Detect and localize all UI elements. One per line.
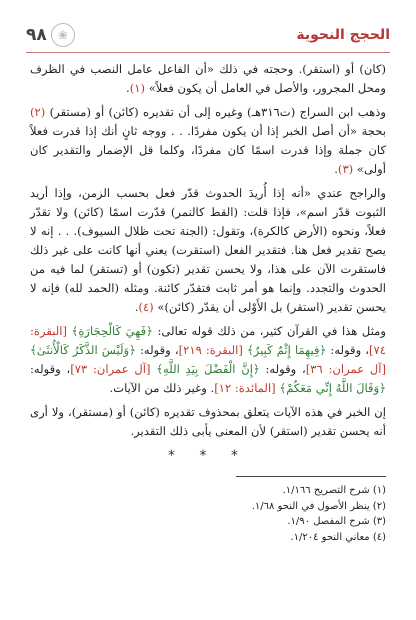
text-segment: والراجح عندي «أنه إذا أُريدَ الحدوث قدّر فعل بحسب الزمن، وإذا أريد الثبوت قدّر اسم»، فإذا قلت: (القط كالنمر) قدّرت اسمًا (كائن) ولا تقدّر فعلاً، ونحوه (الأرض كالكرة)، وتقول: (الجنة تحت ظلال السيوف). . . إنه لا يصح تقدير فعل هنا. فتقدير الفعل (استقرت) يعني أنها كانت على غير ذلك فاستقرت الآن على هذا، ولا يحسن تقدير (تكون) أو (تستقر) لما فيه من الحدوث والتجدد. وإنما هو أمر ثابت فتقدّر كائنة. ومثله (الحمد لله) فإنه لا يحسن تقدير (استقر) بل الأَوْلى أن يقدّر (كائن)»	[30, 186, 386, 314]
quran-verse: ﴿وَلَيْسَ الذَّكَرُ كَالْأُنثَىٰ﴾	[30, 343, 136, 357]
quran-verse: ﴿إِنَّ الْفَضْلَ بِيَدِ اللَّهِ﴾	[156, 362, 260, 376]
body-paragraph	[30, 403, 386, 441]
footnote-item: (٣) شرح المفصل ١/٩٠.	[287, 516, 386, 527]
section-separator: * * *	[168, 448, 248, 464]
page-number: ٩٨	[26, 25, 47, 45]
header-rule	[26, 52, 390, 53]
footnotes	[30, 483, 386, 545]
text-segment: ، وقوله:	[259, 362, 306, 376]
page-number-box	[26, 23, 75, 47]
reference-marker: (٣)	[337, 162, 354, 176]
body-paragraph	[30, 184, 386, 317]
reference-marker: (١)	[129, 81, 146, 95]
reference-marker: [آل عمران: ٧٣]	[70, 362, 157, 376]
ornament-icon: ❀	[51, 23, 75, 47]
page-header	[26, 22, 390, 48]
footnote-item: (٢) ينظر الأصول في النحو ١/٦٨.	[251, 500, 386, 512]
footnote-rule	[236, 476, 386, 477]
text-segment: .	[126, 81, 130, 95]
text-segment: ، وقوله:	[326, 343, 370, 357]
reference-marker: [آل عمران: ٣٦]	[305, 362, 387, 376]
body-paragraph	[30, 103, 386, 179]
quran-verse: ﴿وَقَالَ اللَّهُ إِنِّي مَعَكُمْ﴾	[279, 381, 386, 395]
body-paragraph	[30, 60, 386, 98]
text-segment: ، وقوله:	[30, 362, 71, 376]
text-segment: وذهب ابن السراج (ت٣١٦هـ) وغيره إلى أن تقديره (كائن) أو (مستقر)	[45, 105, 386, 119]
reference-marker: (٢)	[30, 105, 46, 119]
footnote-item: (١) شرح التصريح ١/١٦٦.	[282, 485, 386, 496]
paragraphs	[30, 60, 386, 441]
running-title: الحجج النحوية	[296, 27, 390, 43]
text-segment: .	[334, 162, 338, 176]
text-segment: إن الخبر في هذه الآيات يتعلق بمحذوف تقديره (كائن) أو (مستقر)، ولا أرى أنه يحسن تقدير (استقر) لأن المعنى يأبى ذلك التقدير.	[30, 405, 386, 438]
text-segment: (كان) أو (استقر). وحجته في ذلك «أن الفاعل عامل النصب في الظرف ومحل المجرور، والأصل في العامل أن يكون فعلاً»	[30, 62, 386, 95]
quran-verse: ﴿فَهِيَ كَالْحِجَارَةِ﴾	[71, 324, 153, 338]
body-paragraph	[30, 322, 386, 398]
text-segment: . وغير ذلك من الآيات.	[109, 381, 215, 395]
text-segment: بحجة «أن أصل الخبر إذا أن يكون مفردًا. . . ووجه ثانٍ أنك إذا قدرت فعلاً كان جملة وإذا قدرت اسمًا كان مفردًا، وكلما قل الإضمار والتقدير كان أولى»	[30, 124, 386, 176]
page-body	[30, 60, 386, 545]
footnote-item: (٤) معاني النحو ١/٢٠٤.	[290, 531, 386, 543]
quran-verse: ﴿فِيهِمَا إِثْمٌ كَبِيرٌ﴾	[246, 343, 327, 357]
text-segment: ، وقوله:	[135, 343, 179, 357]
text-segment: ومثل هذا في القرآن كثير، من ذلك قوله تعالى:	[152, 324, 386, 338]
reference-marker: [البقرة: ٢١٩]	[178, 343, 247, 357]
reference-marker: (٤)	[138, 300, 154, 314]
reference-marker: [المائدة: ١٢]	[214, 381, 280, 395]
text-segment: .	[134, 300, 139, 314]
reference-marker: [البقرة: ٧٤]	[30, 324, 387, 357]
